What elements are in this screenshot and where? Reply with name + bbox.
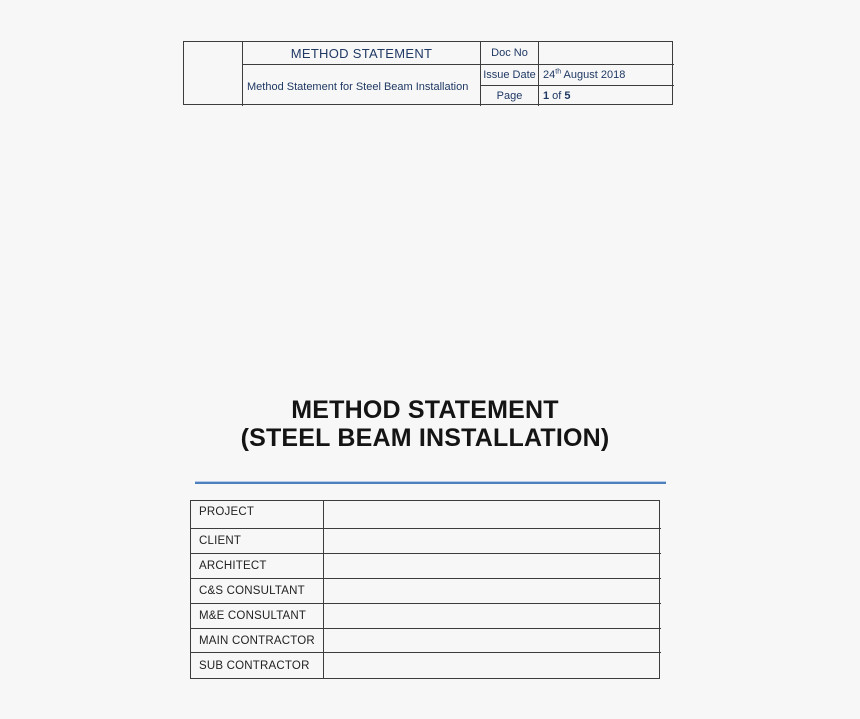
logo-cell [184, 42, 243, 106]
info-row-label: SUB CONTRACTOR [191, 653, 324, 678]
header-doc-subtitle: Method Statement for Steel Beam Installation [243, 65, 481, 106]
document-title [190, 396, 660, 452]
info-row-label: M&E CONSULTANT [191, 604, 324, 629]
doc-no-label: Doc No [481, 42, 539, 65]
page-label: Page [481, 86, 539, 106]
page-total: 5 [564, 90, 571, 102]
info-row-value [324, 579, 661, 604]
page-current: 1 [543, 90, 550, 102]
page-value [539, 86, 674, 106]
document-title-line1: METHOD STATEMENT [291, 396, 559, 424]
doc-no-value [539, 42, 674, 65]
info-row-value [324, 554, 661, 579]
info-row-value [324, 604, 661, 629]
page-separator: of [552, 90, 562, 102]
issue-date-rest: August 2018 [563, 69, 626, 81]
issue-date-value [539, 65, 674, 86]
project-info-table [190, 500, 660, 679]
info-row-label: CLIENT [191, 529, 324, 554]
info-row-label: C&S CONSULTANT [191, 579, 324, 604]
info-row-label: ARCHITECT [191, 554, 324, 579]
info-row-value [324, 501, 661, 529]
issue-date-day: 24 [543, 69, 556, 81]
issue-date-ordinal: th [555, 68, 562, 76]
issue-date-label: Issue Date [481, 65, 539, 86]
info-row-label: PROJECT [191, 501, 324, 529]
info-row-value [324, 629, 661, 653]
info-row-value [324, 529, 661, 554]
info-row-label: MAIN CONTRACTOR [191, 629, 324, 653]
document-header-table [183, 41, 673, 105]
title-divider-rule [195, 481, 666, 484]
info-row-value [324, 653, 661, 678]
document-title-line2: (STEEL BEAM INSTALLATION) [240, 424, 610, 452]
header-doc-type: METHOD STATEMENT [243, 42, 481, 65]
